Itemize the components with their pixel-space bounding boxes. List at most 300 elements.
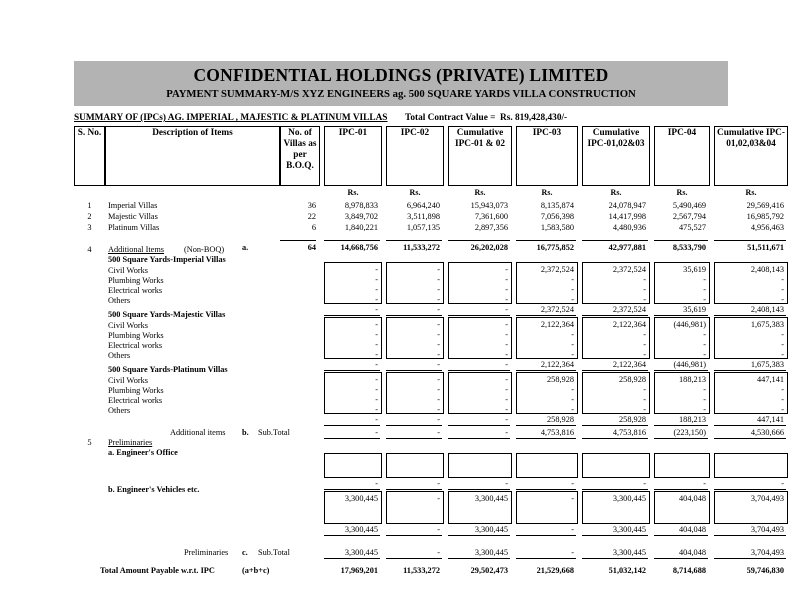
group-cell-cum0102: - <box>505 385 508 394</box>
group-cell-cum01020304: - <box>781 285 784 294</box>
additional-subtotal-rule <box>582 438 648 439</box>
prelim-a-ipc03: - <box>571 479 574 488</box>
preliminaries-sno: 5 <box>87 438 92 447</box>
group-subtotal-ipc04: (446,981) <box>673 360 706 369</box>
currency-label-ipc04: Rs. <box>676 188 688 197</box>
prelim-b-ipc02: - <box>437 494 440 503</box>
group-cell-ipc03: 258,928 <box>547 375 574 384</box>
additional-subtotal-word: Sub.Total <box>258 428 290 437</box>
total-rule <box>324 240 380 241</box>
additional-subtotal-rule <box>448 438 510 439</box>
header-label-cumulative-01020304: Cumulative IPC-01,02,03&04 <box>717 128 785 149</box>
grand-total-cum010203: 51,032,142 <box>608 566 646 575</box>
group-subtotal-cum010203: 2,372,524 <box>612 305 646 314</box>
group-subtotal-rule <box>448 425 510 426</box>
group-cell-ipc04: - <box>703 330 706 339</box>
group-cell-cum010203: - <box>643 395 646 404</box>
group-cell-cum0102: - <box>505 330 508 339</box>
group-item-label: Plumbing Works <box>108 276 164 285</box>
additional-subtotal-cum0102: - <box>505 428 508 437</box>
group-cell-ipc02: - <box>437 340 440 349</box>
group-cell-ipc01: - <box>375 405 378 414</box>
group-cell-ipc02: - <box>437 275 440 284</box>
header-cell-ipc04 <box>654 126 710 186</box>
group-subtotal-ipc02: - <box>437 360 440 369</box>
company-title: CONFIDENTIAL HOLDINGS (PRIVATE) LIMITED <box>193 65 609 85</box>
summary-heading: SUMMARY OF (IPCs) AG. IMPERIAL , MAJESTIC & PLATINUM VILLAS <box>74 113 388 123</box>
additional-subtotal-marker: b. <box>242 428 249 437</box>
group-cell-cum0102: - <box>505 395 508 404</box>
additional-items-sno: 4 <box>87 245 92 254</box>
group-subtotal-cum01020304: 447,141 <box>757 415 784 424</box>
group-subtotal-rule <box>516 315 576 316</box>
group-subtotal-rule <box>386 315 442 316</box>
total-rule <box>516 240 576 241</box>
group-cell-ipc04: - <box>703 295 706 304</box>
prelim-subtotal-ipc03: - <box>571 548 574 557</box>
group-cell-ipc02: - <box>437 285 440 294</box>
boq-total-villas: 64 <box>307 243 316 252</box>
boq-total-ipc01: 14,668,756 <box>340 243 378 252</box>
row-cum01020304: 16,985,792 <box>746 212 784 221</box>
row-ipc02: 6,964,240 <box>406 201 440 210</box>
group-subtotal-cum0102: - <box>505 415 508 424</box>
boq-total-ipc03: 16,775,852 <box>536 243 574 252</box>
boq-total-cum0102: 26,202,028 <box>470 243 508 252</box>
group-cell-cum01020304: - <box>781 275 784 284</box>
header-cell-cumulative-01020304 <box>714 126 788 186</box>
group-cell-cum01020304: - <box>781 405 784 414</box>
group-subtotal-ipc02: - <box>437 415 440 424</box>
group-subtotal-ipc04: 35,619 <box>683 305 706 314</box>
row-cum0102: 2,897,356 <box>474 223 508 232</box>
additional-items-note: (Non-BOQ) <box>184 245 225 254</box>
group-cell-ipc01: - <box>375 330 378 339</box>
group-cell-cum01020304: - <box>781 340 784 349</box>
group-subtotal-ipc03: 2,122,364 <box>540 360 574 369</box>
row-cum010203: 4,480,936 <box>612 223 646 232</box>
additional-subtotal-rule <box>516 438 576 439</box>
group-subtotal-rule <box>654 315 708 316</box>
prelim-subtotal-rule <box>386 558 442 559</box>
group-cell-ipc04: - <box>703 275 706 284</box>
prelim-subtotal-ipc02: - <box>437 548 440 557</box>
currency-label-cum010203: Rs. <box>610 188 622 197</box>
group-subtotal-rule <box>386 370 442 371</box>
group-item-label: Others <box>108 351 131 360</box>
group-cell-ipc01: - <box>375 285 378 294</box>
group-item-label: Civil Works <box>108 321 148 330</box>
group-cell-ipc04: - <box>703 285 706 294</box>
group-subtotal-rule <box>714 370 786 371</box>
total-rule <box>654 240 708 241</box>
prelim-b-ipc01: 3,300,445 <box>344 494 378 503</box>
group-cell-ipc04: - <box>703 405 706 414</box>
prelim-a-rule <box>582 489 648 490</box>
group-subtotal-cum0102: - <box>505 305 508 314</box>
grand-total-marker: (a+b+c) <box>242 566 270 575</box>
group-subtotal-cum010203: 258,928 <box>619 415 646 424</box>
group-cell-cum01020304: 2,408,143 <box>750 265 784 274</box>
prelim-a-box-ipc01 <box>324 453 382 478</box>
group-cell-ipc02: - <box>437 375 440 384</box>
prelim-b-rule <box>654 535 708 536</box>
grand-total-cum0102: 29,502,473 <box>470 566 508 575</box>
group-cell-cum010203: - <box>643 275 646 284</box>
group-cell-ipc01: - <box>375 265 378 274</box>
prelim-b-sub-cum0102: 3,300,445 <box>474 525 508 534</box>
header-label-sno: S. No. <box>77 128 102 138</box>
prelim-a-cum0102: - <box>505 479 508 488</box>
group-cell-ipc04: - <box>703 350 706 359</box>
header-label-villas: No. of Villas as per B.O.Q. <box>283 128 317 171</box>
row-ipc04: 5,490,469 <box>672 201 706 210</box>
grand-total-label: Total Amount Payable w.r.t. IPC <box>100 566 215 575</box>
group-cell-ipc01: - <box>375 340 378 349</box>
group-item-label: Others <box>108 296 131 305</box>
group-cell-cum01020304: 1,675,383 <box>750 320 784 329</box>
total-rule <box>280 240 316 241</box>
group-cell-ipc03: - <box>571 395 574 404</box>
header-label-ipc02: IPC-02 <box>400 128 430 138</box>
group-cell-cum0102: - <box>505 265 508 274</box>
prelim-subtotal-rule <box>448 558 510 559</box>
group-subtotal-ipc02: - <box>437 305 440 314</box>
group-subtotal-cum0102: - <box>505 360 508 369</box>
currency-label-cum0102: Rs. <box>474 188 486 197</box>
group-cell-ipc01: - <box>375 375 378 384</box>
row-cum01020304: 4,956,463 <box>750 223 784 232</box>
boq-total-cum01020304: 51,511,671 <box>747 243 784 252</box>
group-subtotal-rule <box>516 370 576 371</box>
prelim-a-box-ipc02 <box>386 453 444 478</box>
group-cell-cum0102: - <box>505 275 508 284</box>
group-item-label: Electrical works <box>108 286 163 295</box>
group-cell-cum01020304: - <box>781 395 784 404</box>
group-cell-ipc04: - <box>703 340 706 349</box>
group-cell-ipc01: - <box>375 385 378 394</box>
group-item-label: Civil Works <box>108 376 148 385</box>
group-cell-cum010203: - <box>643 385 646 394</box>
group-cell-ipc04: - <box>703 385 706 394</box>
total-rule <box>582 240 648 241</box>
group-cell-cum010203: - <box>643 285 646 294</box>
header-label-cumulative-010203: Cumulative IPC-01,02&03 <box>587 128 645 149</box>
total-rule <box>448 240 510 241</box>
group-subtotal-rule <box>654 370 708 371</box>
prelim-a-cum01020304: - <box>781 479 784 488</box>
group-cell-cum010203: - <box>643 295 646 304</box>
group-subtotal-rule <box>582 425 648 426</box>
preliminaries-title: Preliminaries <box>108 438 153 447</box>
grand-total-ipc01: 17,969,201 <box>340 566 378 575</box>
group-cell-ipc03: - <box>571 405 574 414</box>
group-cell-ipc02: - <box>437 350 440 359</box>
row-sno: 1 <box>87 201 92 210</box>
prelim-subtotal-cum01020304: 3,704,493 <box>750 548 784 557</box>
header-label-ipc03: IPC-03 <box>532 128 562 138</box>
additional-subtotal-cum010203: 4,753,816 <box>612 428 646 437</box>
additional-subtotal-ipc01: - <box>375 428 378 437</box>
group-cell-ipc03: - <box>571 350 574 359</box>
group-item-label: Electrical works <box>108 341 163 350</box>
row-cum010203: 24,078,947 <box>608 201 646 210</box>
prelim-a-rule <box>516 489 576 490</box>
group-subtotal-ipc01: - <box>375 360 378 369</box>
group-subtotal-rule <box>714 425 786 426</box>
prelim-a-rule <box>448 489 510 490</box>
group-cell-ipc03: 2,122,364 <box>540 320 574 329</box>
payment-summary-table <box>74 126 785 582</box>
prelim-b-sub-ipc04: 404,048 <box>679 525 706 534</box>
row-ipc04: 475,527 <box>679 223 706 232</box>
group-item-label: Plumbing Works <box>108 331 164 340</box>
group-cell-cum010203: - <box>643 330 646 339</box>
currency-label-cum01020304: Rs. <box>745 188 757 197</box>
row-ipc04: 2,567,794 <box>672 212 706 221</box>
prelim-subtotal-ipc04: 404,048 <box>679 548 706 557</box>
currency-label-ipc03: Rs. <box>541 188 553 197</box>
header-cell-sno <box>74 126 105 186</box>
group-cell-ipc02: - <box>437 320 440 329</box>
group-cell-ipc02: - <box>437 405 440 414</box>
prelim-a-cum010203: - <box>643 479 646 488</box>
prelim-b-ipc03: - <box>571 494 574 503</box>
additional-subtotal-ipc02: - <box>437 428 440 437</box>
row-description: Imperial Villas <box>108 201 158 210</box>
grand-total-ipc02: 11,533,272 <box>403 566 440 575</box>
group-item-label: Plumbing Works <box>108 386 164 395</box>
group-cell-cum010203: 258,928 <box>619 375 646 384</box>
group-cell-ipc01: - <box>375 295 378 304</box>
group-subtotal-rule <box>324 425 380 426</box>
header-cell-villas <box>280 126 320 186</box>
grand-total-ipc04: 8,714,688 <box>672 566 706 575</box>
prelim-b-rule <box>714 535 786 536</box>
group-cell-ipc04: 188,213 <box>679 375 706 384</box>
group-cell-ipc03: 2,372,524 <box>540 265 574 274</box>
prelim-a-rule <box>324 489 380 490</box>
prelim-subtotal-marker: c. <box>242 548 248 557</box>
group-cell-ipc01: - <box>375 320 378 329</box>
group-cell-ipc02: - <box>437 395 440 404</box>
group-heading: 500 Square Yards-Majestic Villas <box>108 310 226 319</box>
group-cell-ipc03: - <box>571 340 574 349</box>
row-ipc02: 3,511,898 <box>407 212 440 221</box>
group-subtotal-ipc03: 258,928 <box>547 415 574 424</box>
group-subtotal-ipc03: 2,372,524 <box>540 305 574 314</box>
document-subtitle: PAYMENT SUMMARY-M/S XYZ ENGINEERS ag. 500 SQUARE YARDS VILLA CONSTRUCTION <box>166 88 636 100</box>
prelim-b-sub-ipc02: - <box>437 525 440 534</box>
group-subtotal-cum01020304: 2,408,143 <box>750 305 784 314</box>
group-cell-cum01020304: - <box>781 330 784 339</box>
preliminaries-item-b: b. Engineer's Vehicles etc. <box>108 485 200 494</box>
additional-subtotal-rule <box>714 438 786 439</box>
contract-value-label: Total Contract Value = <box>405 113 496 123</box>
group-cell-cum01020304: - <box>781 385 784 394</box>
row-sno: 3 <box>87 223 92 232</box>
prelim-a-rule <box>386 489 442 490</box>
group-cell-cum0102: - <box>505 285 508 294</box>
prelim-b-sub-ipc03: - <box>571 525 574 534</box>
group-cell-ipc04: 35,619 <box>683 265 706 274</box>
header-cell-ipc03 <box>516 126 578 186</box>
prelim-subtotal-word: Sub.Total <box>258 548 290 557</box>
prelim-a-box-ipc03 <box>516 453 578 478</box>
header-cell-cumulative-010203 <box>582 126 650 186</box>
group-cell-ipc04: (446,981) <box>673 320 706 329</box>
prelim-a-rule <box>714 489 786 490</box>
prelim-b-rule <box>324 535 380 536</box>
prelim-b-sub-cum010203: 3,300,445 <box>612 525 646 534</box>
grand-total-ipc03: 21,529,668 <box>536 566 574 575</box>
group-subtotal-cum01020304: 1,675,383 <box>750 360 784 369</box>
row-ipc01: 1,840,221 <box>344 223 378 232</box>
group-cell-ipc01: - <box>375 350 378 359</box>
prelim-subtotal-rule <box>654 558 708 559</box>
group-subtotal-rule <box>324 370 380 371</box>
total-rule <box>714 240 786 241</box>
prelim-subtotal-label: Preliminaries <box>184 548 229 557</box>
prelim-b-sub-cum01020304: 3,704,493 <box>750 525 784 534</box>
additional-subtotal-rule <box>654 438 708 439</box>
boq-total-ipc04: 8,533,790 <box>672 243 706 252</box>
prelim-b-sub-ipc01: 3,300,445 <box>344 525 378 534</box>
group-item-label: Electrical works <box>108 396 163 405</box>
group-subtotal-rule <box>582 315 648 316</box>
total-rule <box>386 240 442 241</box>
group-subtotal-rule <box>714 315 786 316</box>
additional-subtotal-rule <box>386 438 442 439</box>
group-cell-cum010203: - <box>643 340 646 349</box>
additional-subtotal-label: Additional items <box>170 428 226 437</box>
group-item-label: Others <box>108 406 131 415</box>
group-subtotal-ipc04: 188,213 <box>679 415 706 424</box>
grand-total-cum01020304: 59,746,830 <box>746 566 784 575</box>
prelim-a-box-cum010203 <box>582 453 650 478</box>
prelim-b-ipc04: 404,048 <box>679 494 706 503</box>
additional-subtotal-cum01020304: 4,530,666 <box>750 428 784 437</box>
group-cell-cum010203: 2,122,364 <box>612 320 646 329</box>
group-cell-cum0102: - <box>505 340 508 349</box>
additional-subtotal-ipc04: (223,150) <box>673 428 706 437</box>
row-villas: 6 <box>311 223 316 232</box>
group-cell-ipc03: - <box>571 285 574 294</box>
group-item-label: Civil Works <box>108 266 148 275</box>
prelim-b-rule <box>516 535 576 536</box>
row-cum01020304: 29,569,416 <box>746 201 784 210</box>
prelim-b-cum0102: 3,300,445 <box>474 494 508 503</box>
group-subtotal-rule <box>448 315 510 316</box>
row-cum0102: 7,361,600 <box>474 212 508 221</box>
prelim-b-rule <box>448 535 510 536</box>
prelim-a-ipc04: - <box>703 479 706 488</box>
row-ipc02: 1,057,135 <box>406 223 440 232</box>
group-cell-ipc03: - <box>571 295 574 304</box>
boq-total-marker: a. <box>242 243 249 252</box>
group-cell-ipc02: - <box>437 265 440 274</box>
group-cell-ipc01: - <box>375 395 378 404</box>
preliminaries-item-a: a. Engineer's Office <box>108 448 178 457</box>
prelim-a-ipc02: - <box>437 479 440 488</box>
prelim-subtotal-cum010203: 3,300,445 <box>612 548 646 557</box>
group-subtotal-rule <box>448 370 510 371</box>
prelim-subtotal-rule <box>714 558 786 559</box>
group-cell-ipc02: - <box>437 330 440 339</box>
prelim-subtotal-rule <box>582 558 648 559</box>
prelim-a-box-ipc04 <box>654 453 710 478</box>
row-description: Majestic Villas <box>108 212 158 221</box>
group-subtotal-rule <box>582 370 648 371</box>
group-cell-cum0102: - <box>505 320 508 329</box>
group-cell-cum010203: - <box>643 405 646 414</box>
row-ipc01: 8,978,833 <box>344 201 378 210</box>
prelim-a-ipc01: - <box>375 479 378 488</box>
group-subtotal-cum010203: 2,122,364 <box>612 360 646 369</box>
row-villas: 22 <box>307 212 316 221</box>
prelim-subtotal-ipc01: 3,300,445 <box>344 548 378 557</box>
additional-items-title: Additional Items <box>108 245 164 254</box>
row-description: Platinum Villas <box>108 223 160 232</box>
group-subtotal-rule <box>516 425 576 426</box>
group-cell-cum01020304: - <box>781 350 784 359</box>
group-cell-cum010203: 2,372,524 <box>612 265 646 274</box>
row-cum010203: 14,417,998 <box>608 212 646 221</box>
boq-total-cum010203: 42,977,881 <box>608 243 646 252</box>
group-subtotal-rule <box>386 425 442 426</box>
currency-label-ipc01: Rs. <box>347 188 359 197</box>
group-cell-cum01020304: - <box>781 295 784 304</box>
group-cell-cum01020304: 447,141 <box>757 375 784 384</box>
prelim-subtotal-cum0102: 3,300,445 <box>474 548 508 557</box>
row-villas: 36 <box>307 201 316 210</box>
group-subtotal-rule <box>324 315 380 316</box>
group-cell-ipc03: - <box>571 275 574 284</box>
row-sno: 2 <box>87 212 92 221</box>
header-cell-ipc02 <box>386 126 444 186</box>
summary-header-row <box>74 113 728 126</box>
group-cell-cum0102: - <box>505 375 508 384</box>
prelim-b-cum01020304: 3,704,493 <box>750 494 784 503</box>
prelim-b-rule <box>386 535 442 536</box>
group-cell-cum0102: - <box>505 295 508 304</box>
group-cell-cum0102: - <box>505 350 508 359</box>
row-ipc01: 3,849,702 <box>344 212 378 221</box>
row-cum0102: 15,943,073 <box>470 201 508 210</box>
group-cell-ipc01: - <box>375 275 378 284</box>
currency-label-ipc02: Rs. <box>409 188 421 197</box>
group-heading: 500 Square Yards-Platinum Villas <box>108 365 228 374</box>
header-label-ipc04: IPC-04 <box>667 128 697 138</box>
row-ipc03: 1,583,580 <box>540 223 574 232</box>
prelim-a-rule <box>654 489 708 490</box>
group-cell-ipc03: - <box>571 330 574 339</box>
header-label-cumulative-0102: Cumulative IPC-01 & 02 <box>454 128 506 149</box>
prelim-a-box-cum0102 <box>448 453 512 478</box>
contract-value-amount: Rs. 819,428,430/- <box>500 113 568 123</box>
header-cell-description <box>105 126 280 186</box>
header-label-ipc01: IPC-01 <box>338 128 368 138</box>
prelim-a-box-cum01020304 <box>714 453 788 478</box>
row-ipc03: 8,135,874 <box>540 201 574 210</box>
group-subtotal-rule <box>654 425 708 426</box>
group-cell-ipc04: - <box>703 395 706 404</box>
prelim-subtotal-rule <box>516 558 576 559</box>
document-banner <box>74 61 728 106</box>
header-label-description: Description of Items <box>152 128 233 138</box>
prelim-b-rule <box>582 535 648 536</box>
group-cell-ipc02: - <box>437 295 440 304</box>
